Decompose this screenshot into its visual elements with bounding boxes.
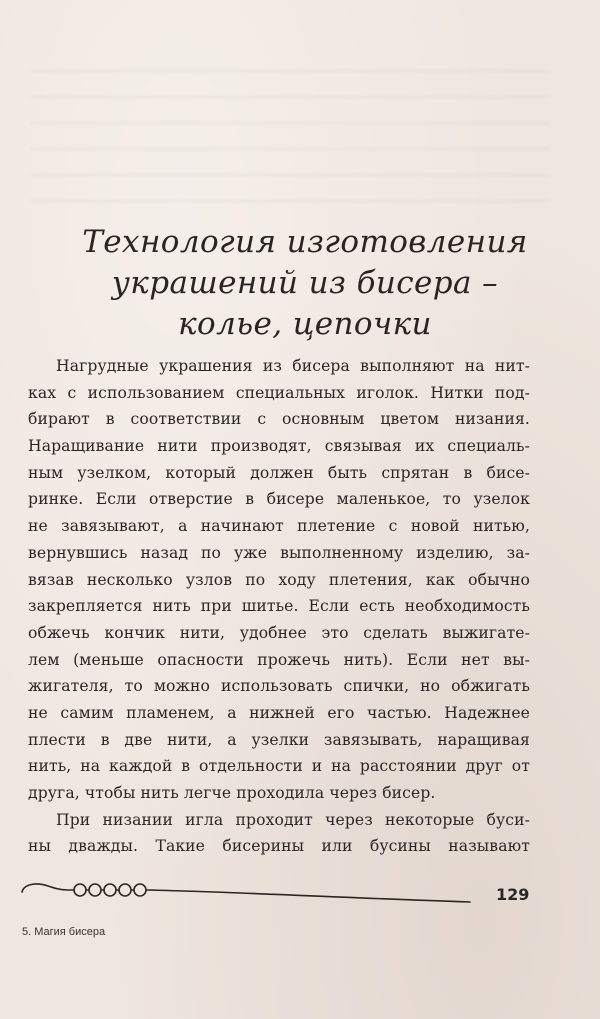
ornament-bead [134, 884, 146, 896]
chapter-title [60, 222, 550, 345]
ornament-bead [89, 884, 101, 896]
bead-string-ornament-icon [18, 872, 478, 904]
text-line: бирают в соответствии с основным цветом низания. [28, 410, 530, 429]
text-line: плести в две нити, а узелки завязывать, наращивая [28, 730, 530, 749]
text-line: Нагрудные украшения из бисера выполняют на нит- [56, 357, 530, 375]
text-line: ным узелком, который должен быть спрятан в бисе- [28, 463, 530, 482]
text-line: вязав несколько узлов по ходу плетения, как обычно [28, 570, 530, 589]
running-footer-label: 5. Магия бисера [22, 926, 106, 938]
text-line: жигателя, то можно использовать спички, но обжигать [28, 677, 530, 696]
text-line: ках с использованием специальных иголок. Нитки под- [28, 383, 530, 402]
text-line: закрепляется нить при шитье. Если есть необходимость [28, 597, 530, 616]
text-line: лем (меньше опасности прожечь нить). Если нет вы- [28, 650, 530, 669]
text-line: вернувшись назад по уже выполненному изделию, за- [28, 543, 530, 562]
ornament-bead [104, 884, 116, 896]
body-text [28, 353, 530, 860]
ornament-bead [74, 884, 86, 896]
chapter-title-line-3: колье, цепочки [178, 306, 432, 342]
chapter-title-line-1: Технология изготовления [82, 224, 528, 260]
text-line: не завязывают, а начинают плетение с новой нитью, [28, 517, 530, 536]
page-number: 129 [496, 885, 530, 904]
text-line: друга, чтобы нить легче проходила через бисер. [28, 784, 436, 802]
ornament-beads [74, 884, 146, 896]
text-line: обжечь кончик нити, удобнее это сделать выжигате- [28, 623, 530, 642]
text-line: ринке. Если отверстие в бисере маленькое, то узелок [28, 490, 530, 509]
text-line: не самим пламенем, а нижней его частью. Надежнее [28, 703, 530, 722]
text-line: Наращивание нити производят, связывая их специаль- [28, 437, 530, 456]
ornament-bead [119, 884, 131, 896]
show-through-texture [30, 70, 550, 220]
chapter-title-line-2: украшений из бисера – [111, 265, 499, 301]
text-line: нить, на каждой в отдельности и на расстоянии друг от [28, 757, 530, 776]
text-line: При низании игла проходит через некоторые буси- [56, 810, 530, 829]
text-line: ны дважды. Такие бисерины или бусины называют [28, 837, 530, 856]
